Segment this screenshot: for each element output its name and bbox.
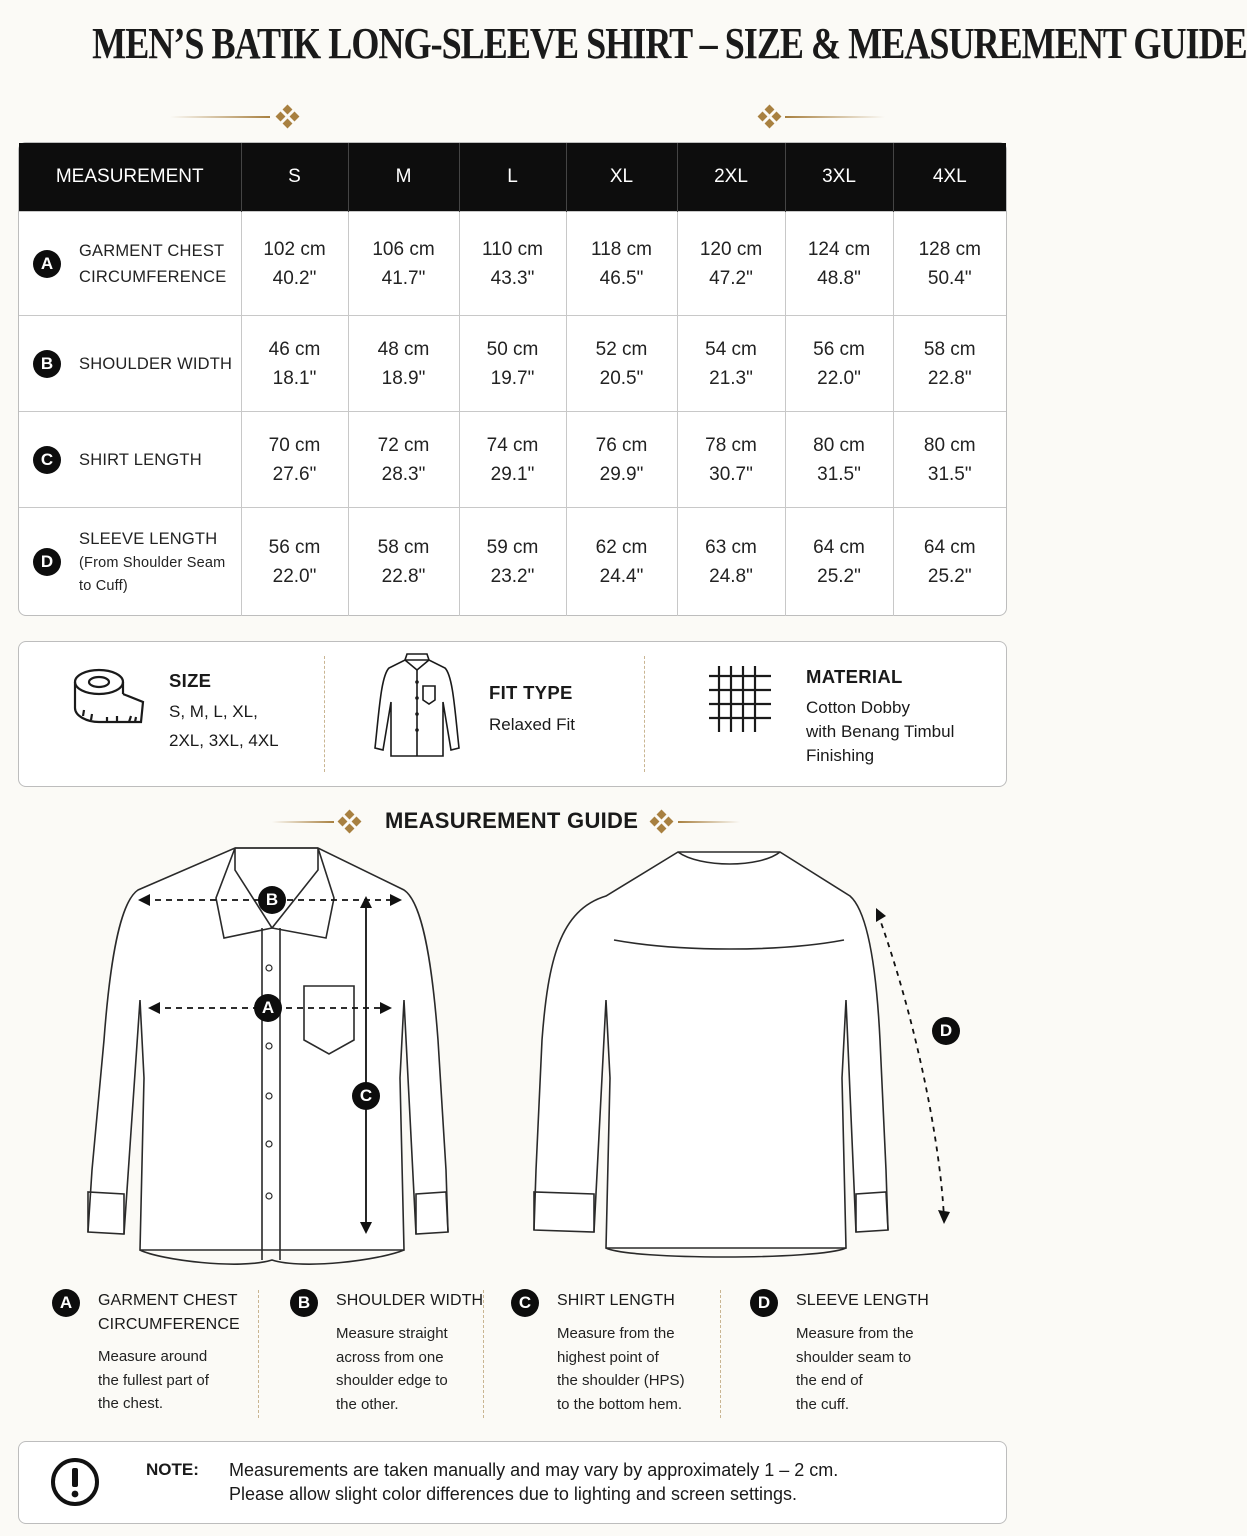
divider — [483, 1290, 484, 1418]
size-value-cell — [241, 412, 348, 508]
divider — [720, 1290, 721, 1418]
value-inch: 18.1" — [272, 367, 317, 389]
value-cm: 64 cm — [923, 536, 976, 558]
value-cm: 72 cm — [377, 434, 430, 456]
measurement-guide-heading: MEASUREMENT GUIDE — [385, 808, 639, 833]
value-inch: 22.8" — [381, 565, 426, 587]
legend-title: GARMENT CHEST — [98, 1292, 238, 1309]
material-line1: Cotton Dobby — [806, 698, 910, 717]
note-line2: Please allow slight color differences due to lighting and screen settings. — [229, 1484, 798, 1504]
legend-description: across from one — [336, 1348, 444, 1366]
table-header-row — [19, 143, 1006, 212]
measurement-name: SHOULDER WIDTH — [79, 354, 233, 373]
size-value-cell — [893, 316, 1006, 412]
fit-type-value: Relaxed Fit — [489, 715, 575, 734]
value-cm: 70 cm — [268, 434, 321, 456]
measurement-label-cell — [19, 508, 241, 616]
divider — [324, 656, 325, 772]
value-inch: 25.2" — [927, 565, 972, 587]
measurement-badge: A — [33, 250, 61, 278]
value-inch: 24.8" — [709, 565, 753, 587]
exclamation-circle-icon — [49, 1456, 101, 1508]
value-inch: 24.4" — [599, 565, 644, 587]
value-cm: 102 cm — [263, 238, 326, 260]
value-cm: 58 cm — [377, 536, 430, 558]
value-inch: 47.2" — [709, 267, 753, 289]
value-inch: 22.0" — [817, 367, 861, 389]
diamond-ornament-icon — [275, 104, 301, 130]
column-header-size: 3XL — [785, 143, 893, 212]
column-header-size: S — [241, 143, 348, 212]
value-inch: 25.2" — [817, 565, 861, 587]
legend-title: SHOULDER WIDTH — [336, 1292, 484, 1309]
legend-badge: A — [52, 1289, 80, 1317]
ornament-line-right — [678, 821, 740, 823]
legend-description: the chest. — [98, 1395, 164, 1412]
size-value-cell — [785, 316, 893, 412]
fit-type-title: FIT TYPE — [489, 682, 573, 703]
legend-description: to the bottom hem. — [557, 1395, 683, 1413]
value-cm: 56 cm — [268, 536, 321, 558]
value-cm: 63 cm — [705, 536, 757, 558]
size-chart-table — [18, 142, 1007, 616]
legend-description: Measure from the — [796, 1325, 914, 1342]
value-inch: 23.2" — [490, 565, 535, 587]
value-cm: 46 cm — [268, 338, 321, 360]
measuring-tape-icon — [71, 664, 151, 730]
note-panel — [18, 1441, 1007, 1524]
value-inch: 46.5" — [599, 267, 644, 289]
value-inch: 43.3" — [490, 267, 535, 289]
value-cm: 124 cm — [807, 238, 871, 260]
legend-description: the cuff. — [796, 1395, 850, 1413]
legend-description: shoulder seam to — [796, 1348, 912, 1366]
value-inch: 31.5" — [817, 463, 861, 485]
ornament-line-left — [272, 821, 334, 823]
divider — [644, 656, 645, 772]
size-value-cell — [241, 316, 348, 412]
size-value-cell — [893, 412, 1006, 508]
value-inch: 50.4" — [927, 267, 972, 289]
page-title: MEN’S BATIK LONG-SLEEVE SHIRT – SIZE & MEASUREMENT GUIDE — [92, 19, 1247, 68]
value-inch: 41.7" — [381, 267, 426, 289]
value-cm: 54 cm — [705, 338, 757, 360]
ornament-line-left — [170, 116, 270, 118]
value-inch: 30.7" — [709, 463, 753, 485]
diagram-marker-c: C — [352, 1082, 380, 1110]
diamond-ornament-icon — [649, 809, 675, 835]
measurement-label-cell — [19, 412, 241, 508]
size-value-cell — [677, 212, 785, 316]
size-list-line1: S, M, L, XL, — [169, 702, 258, 721]
value-cm: 120 cm — [699, 238, 763, 260]
table-row — [19, 508, 1006, 616]
size-value-cell — [566, 412, 677, 508]
value-cm: 52 cm — [595, 338, 648, 360]
column-header-size: M — [348, 143, 459, 212]
size-title: SIZE — [169, 670, 212, 691]
material-title: MATERIAL — [806, 666, 903, 687]
legend-description: Measure straight — [336, 1325, 448, 1342]
size-value-cell — [785, 212, 893, 316]
size-value-cell — [241, 508, 348, 616]
legend-description: the end of — [796, 1372, 863, 1389]
size-value-cell — [459, 316, 566, 412]
note-label: NOTE: — [146, 1460, 199, 1479]
measurement-label-cell — [19, 316, 241, 412]
size-value-cell — [566, 316, 677, 412]
value-inch: 18.9" — [381, 367, 426, 389]
size-value-cell — [348, 212, 459, 316]
size-value-cell — [348, 316, 459, 412]
note-line1: Measurements are taken manually and may vary by approximately 1 – 2 cm. — [229, 1460, 839, 1480]
size-value-cell — [459, 508, 566, 616]
diagram-marker-d: D — [932, 1017, 960, 1045]
value-cm: 78 cm — [705, 434, 757, 456]
size-value-cell — [348, 508, 459, 616]
size-value-cell — [566, 508, 677, 616]
value-inch: 29.1" — [490, 463, 535, 485]
measurement-badge: D — [33, 548, 61, 576]
measurement-note: (From Shoulder Seam — [79, 554, 226, 571]
legend-badge: B — [290, 1289, 318, 1317]
value-inch: 22.8" — [927, 367, 972, 389]
measurement-name: SLEEVE LENGTH — [79, 529, 218, 548]
shirt-back-diagram — [520, 840, 960, 1270]
value-inch: 29.9" — [599, 463, 644, 485]
measurement-note: to Cuff) — [79, 577, 128, 594]
product-info-panel — [18, 641, 1007, 787]
diagram-marker-a: A — [254, 994, 282, 1022]
value-inch: 28.3" — [381, 463, 426, 485]
ornament-line-right — [785, 116, 885, 118]
diagram-marker-b: B — [258, 886, 286, 914]
measurement-badge: C — [33, 446, 61, 474]
measurement-badge: B — [33, 350, 61, 378]
diamond-ornament-icon — [337, 809, 363, 835]
value-cm: 118 cm — [591, 238, 652, 260]
size-value-cell — [677, 412, 785, 508]
legend-description: the other. — [336, 1395, 399, 1413]
value-cm: 74 cm — [486, 434, 539, 456]
legend-badge: C — [511, 1289, 539, 1317]
legend-description: the fullest part of — [98, 1371, 209, 1389]
material-line3: Finishing — [806, 746, 875, 765]
size-list-line2: 2XL, 3XL, 4XL — [169, 731, 279, 750]
value-inch: 31.5" — [927, 463, 972, 485]
value-inch: 19.7" — [490, 367, 535, 389]
measurement-name: GARMENT CHEST — [79, 241, 225, 260]
value-cm: 62 cm — [595, 536, 648, 558]
value-inch: 48.8" — [817, 267, 861, 289]
size-value-cell — [459, 412, 566, 508]
size-value-cell — [241, 212, 348, 316]
size-value-cell — [566, 212, 677, 316]
legend-title: SHIRT LENGTH — [557, 1292, 675, 1309]
fabric-grid-icon — [707, 664, 773, 734]
legend-badge: D — [750, 1289, 778, 1317]
value-cm: 76 cm — [595, 434, 648, 456]
value-cm: 128 cm — [918, 238, 981, 260]
column-header-size: L — [459, 143, 566, 212]
value-inch: 40.2" — [272, 267, 317, 289]
value-inch: 21.3" — [709, 367, 753, 389]
shirt-icon — [371, 652, 463, 762]
value-cm: 58 cm — [923, 338, 976, 360]
value-inch: 22.0" — [272, 565, 317, 587]
value-inch: 20.5" — [599, 367, 644, 389]
measurement-name-line2: CIRCUMFERENCE — [79, 267, 227, 286]
size-value-cell — [348, 412, 459, 508]
column-header-measurement: MEASUREMENT — [19, 143, 241, 212]
legend-description: Measure from the — [557, 1325, 675, 1342]
column-header-size: 2XL — [677, 143, 785, 212]
value-cm: 110 cm — [482, 238, 543, 260]
value-cm: 80 cm — [923, 434, 976, 456]
size-value-cell — [785, 508, 893, 616]
size-value-cell — [785, 412, 893, 508]
value-cm: 56 cm — [813, 338, 865, 360]
legend-description: shoulder edge to — [336, 1372, 448, 1389]
legend-description: highest point of — [557, 1348, 659, 1366]
table-row — [19, 316, 1006, 412]
legend-title-line2: CIRCUMFERENCE — [98, 1316, 240, 1333]
divider — [258, 1290, 259, 1418]
value-cm: 48 cm — [377, 338, 430, 360]
column-header-size: XL — [566, 143, 677, 212]
value-cm: 64 cm — [813, 536, 865, 558]
legend-description: Measure around — [98, 1348, 208, 1365]
value-cm: 106 cm — [372, 238, 435, 260]
size-value-cell — [459, 212, 566, 316]
table-row — [19, 212, 1006, 316]
legend-description: the shoulder (HPS) — [557, 1372, 685, 1389]
value-cm: 80 cm — [813, 434, 865, 456]
size-value-cell — [677, 508, 785, 616]
value-cm: 59 cm — [486, 536, 539, 558]
value-inch: 27.6" — [272, 463, 317, 485]
column-header-size: 4XL — [893, 143, 1006, 212]
diamond-ornament-icon — [757, 104, 783, 130]
table-row — [19, 412, 1006, 508]
size-value-cell — [893, 212, 1006, 316]
value-cm: 50 cm — [486, 338, 539, 360]
measurement-label-cell — [19, 212, 241, 316]
legend-title: SLEEVE LENGTH — [796, 1292, 929, 1309]
measurement-name: SHIRT LENGTH — [79, 450, 202, 469]
size-value-cell — [893, 508, 1006, 616]
size-value-cell — [677, 316, 785, 412]
material-line2: with Benang Timbul — [806, 722, 955, 741]
